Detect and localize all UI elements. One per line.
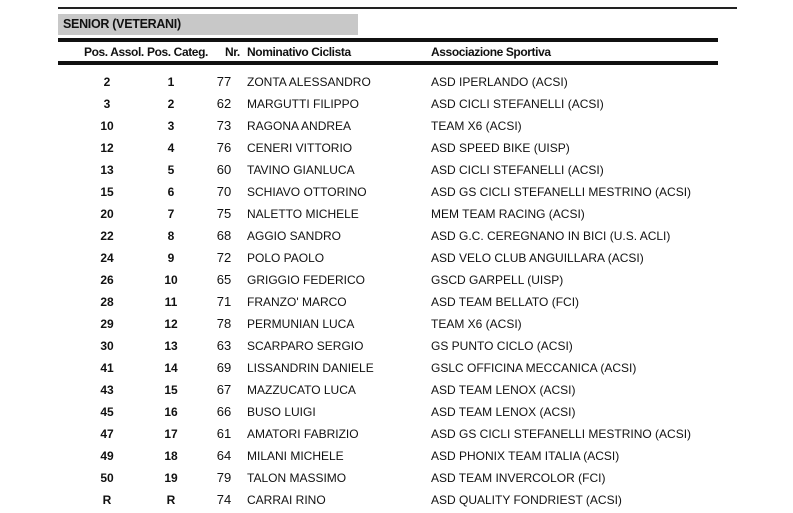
cell-name: TAVINO GIANLUCA: [247, 163, 355, 177]
cell-pos-assol: 13: [100, 163, 114, 177]
cell-pos-assol: 29: [100, 317, 114, 331]
cell-pos-assol: 20: [100, 207, 114, 221]
cell-nr: 74: [216, 492, 232, 507]
cell-pos-assol: 50: [100, 471, 114, 485]
cell-club: ASD CICLI STEFANELLI (ACSI): [431, 97, 604, 111]
cell-pos-assol: 41: [100, 361, 114, 375]
header-nr: Nr.: [225, 45, 240, 59]
cell-club: ASD CICLI STEFANELLI (ACSI): [431, 163, 604, 177]
cell-pos-categ: 5: [167, 163, 175, 177]
cell-pos-categ: 16: [164, 405, 178, 419]
table-header: [0, 44, 793, 61]
cell-pos-categ: 10: [164, 273, 178, 287]
cell-club: ASD TEAM LENOX (ACSI): [431, 383, 576, 397]
cell-nr: 61: [216, 426, 232, 441]
cell-club: ASD PHONIX TEAM ITALIA (ACSI): [431, 449, 620, 463]
table-row: [0, 181, 793, 203]
cell-nr: 68: [216, 228, 232, 243]
cell-club: TEAM X6 (ACSI): [431, 317, 522, 331]
results-table: [0, 71, 793, 511]
cell-name: SCARPARO SERGIO: [247, 339, 364, 353]
cell-name: FRANZO' MARCO: [247, 295, 347, 309]
cell-pos-categ: 18: [164, 449, 178, 463]
section-label: SENIOR (VETERANI): [58, 14, 358, 35]
cell-name: RAGONA ANDREA: [247, 119, 352, 133]
cell-pos-assol: 43: [100, 383, 114, 397]
table-row: [0, 357, 793, 379]
cell-club: ASD QUALITY FONDRIEST (ACSI): [431, 493, 622, 507]
header-pos-categ: Pos. Categ.: [147, 45, 208, 59]
cell-nr: 77: [216, 74, 232, 89]
cell-name: LISSANDRIN DANIELE: [247, 361, 374, 375]
cell-name: CENERI VITTORIO: [247, 141, 353, 155]
cell-nr: 79: [216, 470, 232, 485]
cell-nr: 71: [216, 294, 232, 309]
table-row: [0, 247, 793, 269]
cell-name: SCHIAVO OTTORINO: [247, 185, 367, 199]
cell-nr: 65: [216, 272, 232, 287]
table-row: [0, 203, 793, 225]
cell-pos-categ: 9: [167, 251, 175, 265]
cell-nr: 67: [216, 382, 232, 397]
cell-name: AMATORI FABRIZIO: [247, 427, 359, 441]
cell-pos-assol: 2: [103, 75, 111, 89]
cell-pos-categ: 14: [164, 361, 178, 375]
cell-pos-categ: 1: [167, 75, 175, 89]
table-row: [0, 423, 793, 445]
table-row: [0, 401, 793, 423]
cell-nr: 75: [216, 206, 232, 221]
header-nominativo: Nominativo Ciclista: [247, 45, 351, 59]
cell-nr: 70: [216, 184, 232, 199]
cell-name: MARGUTTI FILIPPO: [247, 97, 360, 111]
header-pos-assol: Pos. Assol.: [84, 45, 144, 59]
cell-pos-assol: 26: [100, 273, 114, 287]
cell-name: TALON MASSIMO: [247, 471, 347, 485]
table-row: [0, 137, 793, 159]
table-row: [0, 467, 793, 489]
table-row: [0, 93, 793, 115]
cell-pos-categ: 3: [167, 119, 175, 133]
cell-club: GSCD GARPELL (UISP): [431, 273, 564, 287]
cell-club: MEM TEAM RACING (ACSI): [431, 207, 585, 221]
cell-name: AGGIO SANDRO: [247, 229, 342, 243]
cell-nr: 64: [216, 448, 232, 463]
cell-pos-categ: 6: [167, 185, 175, 199]
cell-name: POLO PAOLO: [247, 251, 325, 265]
cell-nr: 78: [216, 316, 232, 331]
table-row: [0, 159, 793, 181]
cell-club: ASD TEAM BELLATO (FCI): [431, 295, 580, 309]
cell-pos-categ: 7: [167, 207, 175, 221]
table-row: [0, 71, 793, 93]
cell-name: CARRAI RINO: [247, 493, 326, 507]
cell-pos-categ: 13: [164, 339, 178, 353]
cell-nr: 76: [216, 140, 232, 155]
top-rule: [58, 7, 737, 9]
cell-name: PERMUNIAN LUCA: [247, 317, 355, 331]
cell-pos-assol: 30: [100, 339, 114, 353]
cell-name: MILANI MICHELE: [247, 449, 344, 463]
cell-name: GRIGGIO FEDERICO: [247, 273, 366, 287]
cell-nr: 73: [216, 118, 232, 133]
cell-pos-assol: 3: [103, 97, 111, 111]
cell-pos-categ: 2: [167, 97, 175, 111]
cell-club: TEAM X6 (ACSI): [431, 119, 522, 133]
header-rule-top: [58, 38, 718, 42]
cell-club: ASD VELO CLUB ANGUILLARA (ACSI): [431, 251, 644, 265]
cell-pos-assol: 15: [100, 185, 114, 199]
cell-club: GS PUNTO CICLO (ACSI): [431, 339, 573, 353]
cell-club: ASD G.C. CEREGNANO IN BICI (U.S. ACLI): [431, 229, 671, 243]
cell-club: ASD GS CICLI STEFANELLI MESTRINO (ACSI): [431, 427, 692, 441]
header-rule-bottom: [58, 61, 718, 65]
cell-pos-categ: 17: [164, 427, 178, 441]
table-row: [0, 379, 793, 401]
cell-nr: 66: [216, 404, 232, 419]
cell-pos-assol: 47: [100, 427, 114, 441]
table-row: [0, 335, 793, 357]
cell-nr: 60: [216, 162, 232, 177]
cell-nr: 72: [216, 250, 232, 265]
cell-pos-categ: 8: [167, 229, 175, 243]
table-row: [0, 115, 793, 137]
cell-pos-assol: 49: [100, 449, 114, 463]
cell-pos-categ: 12: [164, 317, 178, 331]
cell-pos-assol: 45: [100, 405, 114, 419]
cell-name: MAZZUCATO LUCA: [247, 383, 356, 397]
cell-club: ASD GS CICLI STEFANELLI MESTRINO (ACSI): [431, 185, 692, 199]
cell-pos-assol: 10: [100, 119, 114, 133]
cell-pos-categ: 11: [164, 295, 178, 309]
table-row: [0, 291, 793, 313]
cell-club: ASD TEAM INVERCOLOR (FCI): [431, 471, 606, 485]
cell-pos-categ: R: [166, 493, 176, 507]
cell-pos-categ: 15: [164, 383, 178, 397]
cell-pos-assol: 12: [100, 141, 114, 155]
table-row: [0, 269, 793, 291]
table-row: [0, 225, 793, 247]
cell-pos-categ: 19: [164, 471, 178, 485]
cell-club: ASD TEAM LENOX (ACSI): [431, 405, 576, 419]
cell-nr: 63: [216, 338, 232, 353]
table-row: [0, 489, 793, 511]
cell-nr: 62: [216, 96, 232, 111]
header-associazione: Associazione Sportiva: [431, 45, 551, 59]
cell-pos-assol: 24: [100, 251, 114, 265]
cell-name: NALETTO MICHELE: [247, 207, 359, 221]
cell-name: BUSO LUIGI: [247, 405, 316, 419]
cell-pos-assol: R: [102, 493, 112, 507]
cell-pos-assol: 22: [100, 229, 114, 243]
cell-club: ASD IPERLANDO (ACSI): [431, 75, 568, 89]
cell-nr: 69: [216, 360, 232, 375]
table-row: [0, 313, 793, 335]
cell-pos-assol: 28: [100, 295, 114, 309]
cell-name: ZONTA ALESSANDRO: [247, 75, 371, 89]
cell-club: ASD SPEED BIKE (UISP): [431, 141, 570, 155]
table-row: [0, 445, 793, 467]
cell-pos-categ: 4: [167, 141, 175, 155]
cell-club: GSLC OFFICINA MECCANICA (ACSI): [431, 361, 637, 375]
